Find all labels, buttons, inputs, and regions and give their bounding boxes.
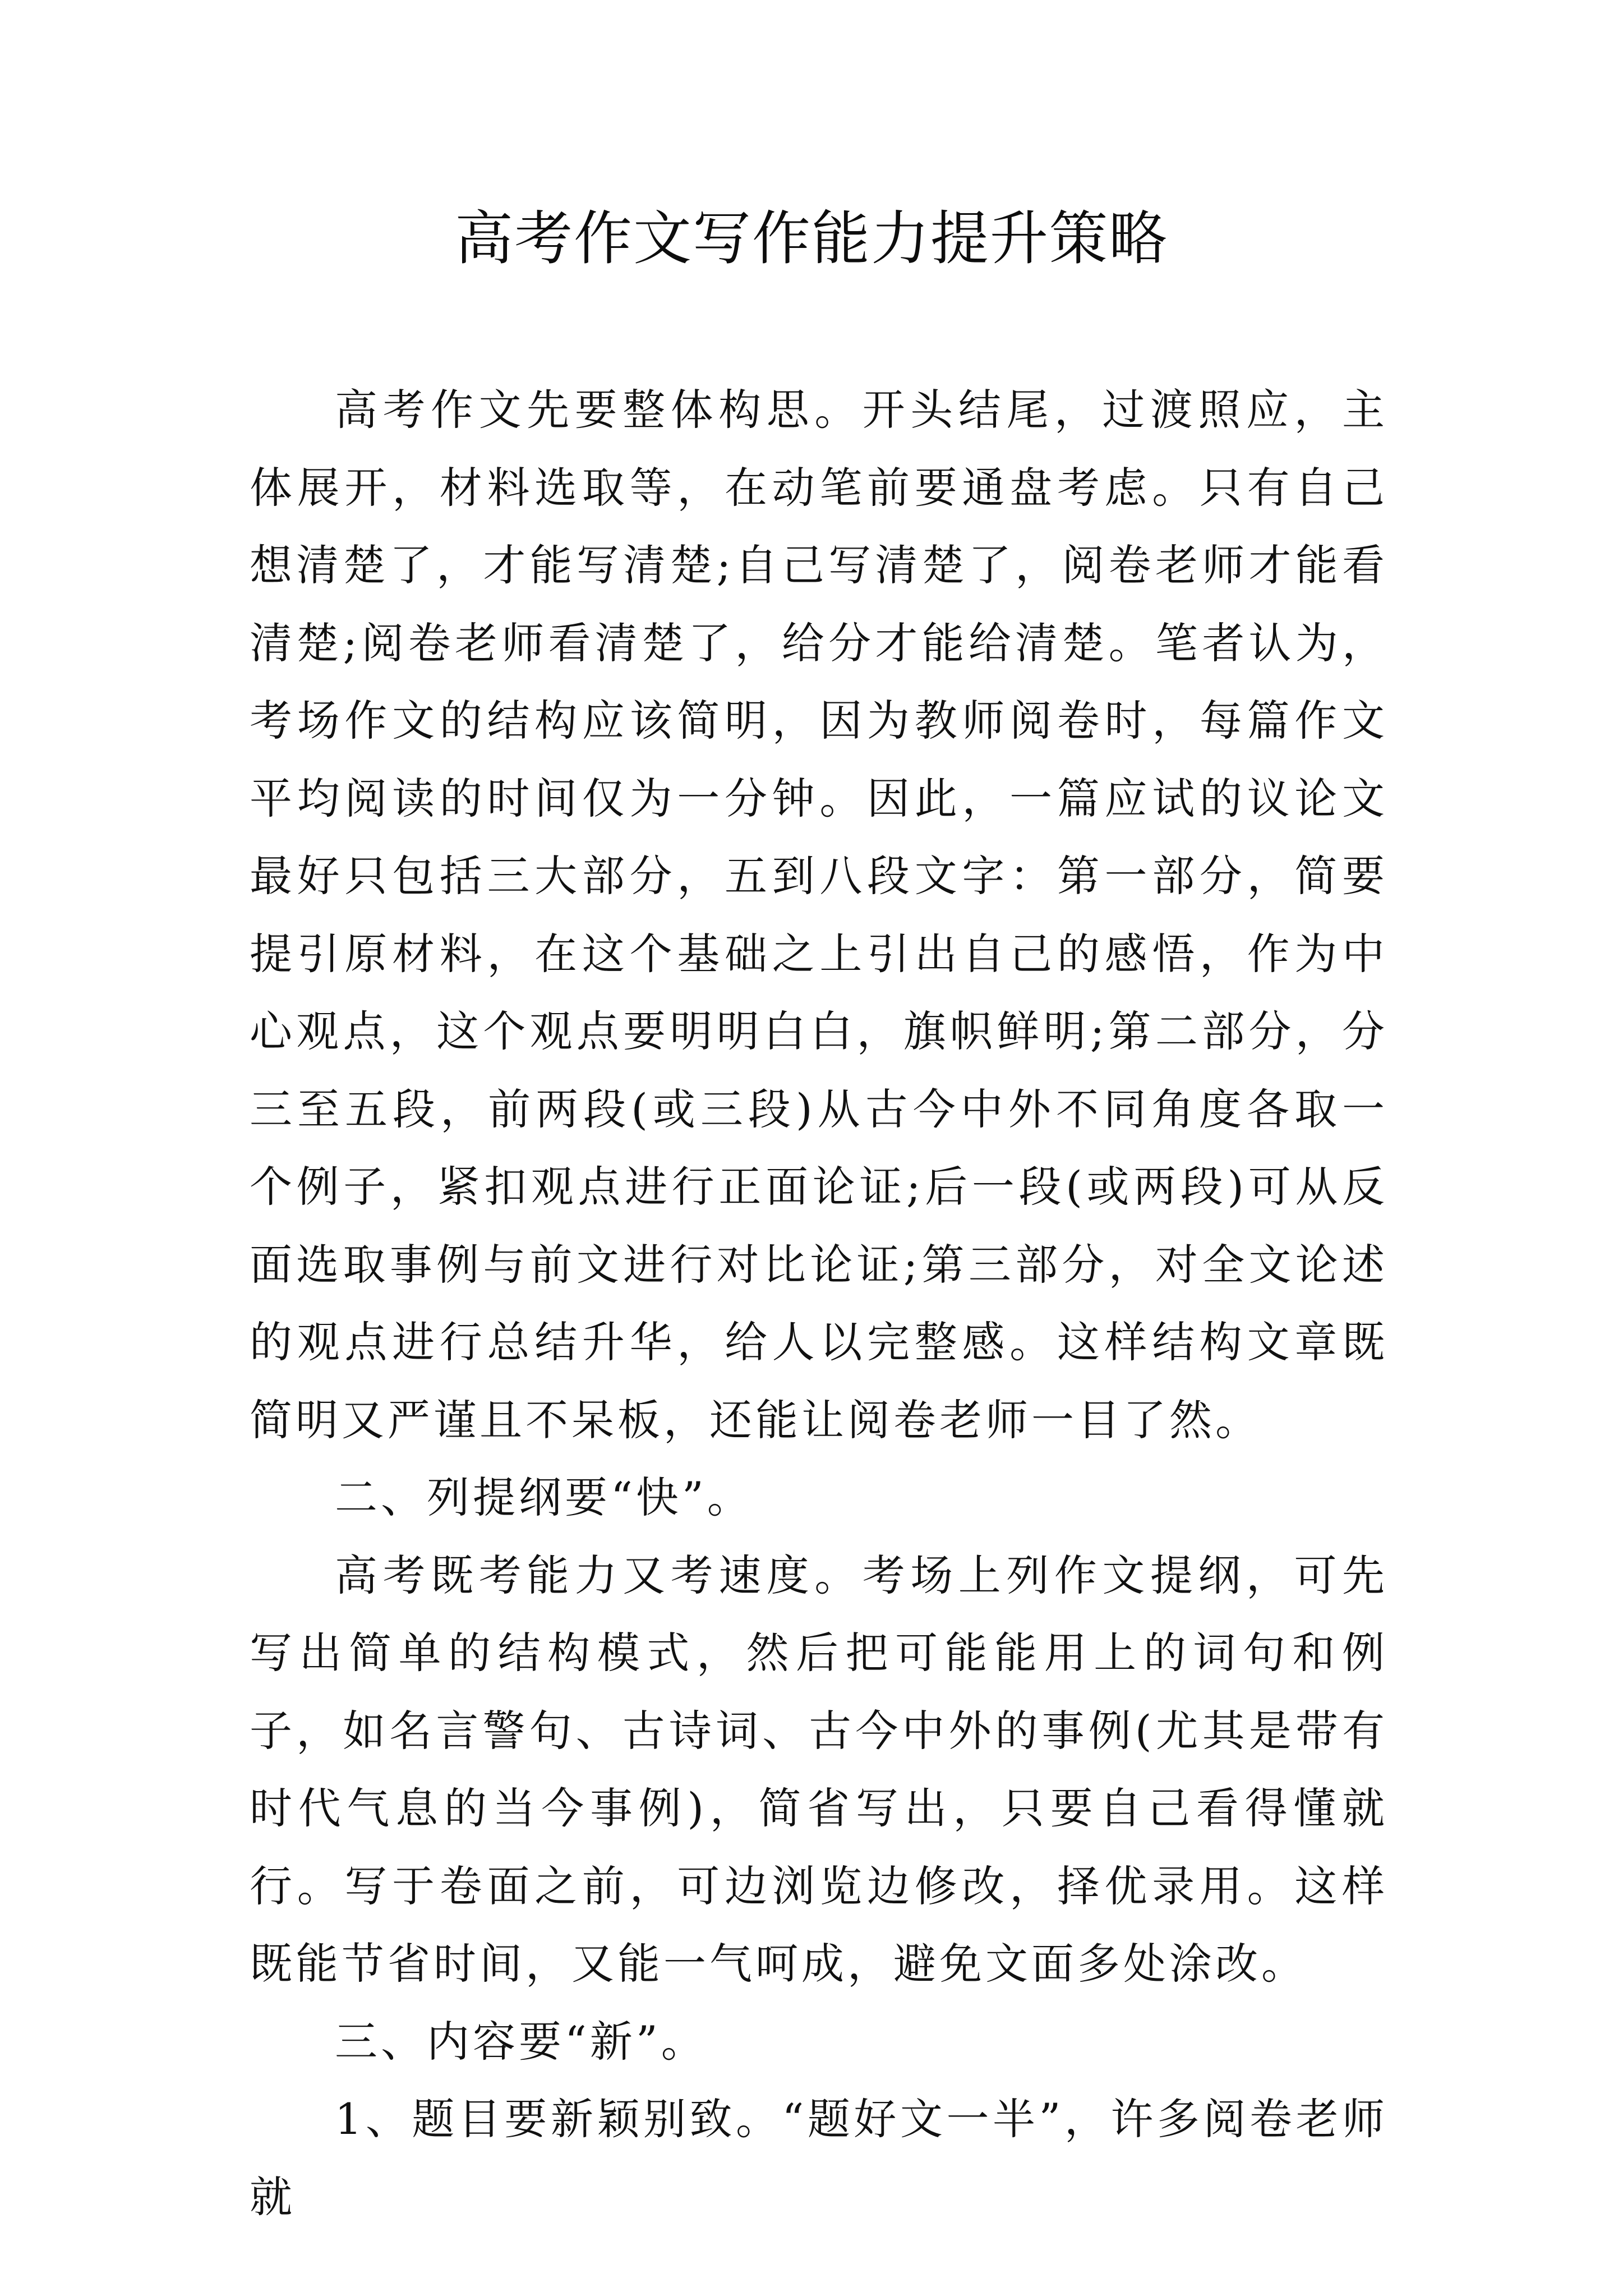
document-title: 高考作文写作能力提升策略 bbox=[454, 204, 1168, 273]
heading-content-new: 三、内容要“新”。 bbox=[335, 2016, 707, 2067]
heading-outline-fast: 二、列提纲要“快”。 bbox=[335, 1473, 753, 1522]
paragraph-outline: 高考既考能力又考速度。考场上列作文提纲，可先写出简单的结构模式，然后把可能能用上的词句和例子，如名言警句、古诗词、古今中外的事例(尤其是带有时代气息的当今事例)，简省写出，只要自己看得懂就行。写于卷面之前，可边浏览边修改，择优录用。这样既能节省时间，又能一气呵成，避免文面多处涂改。 bbox=[250, 1550, 1388, 1989]
paragraph-structure: 高考作文先要整体构思。开头结尾，过渡照应，主体展开，材料选取等，在动笔前要通盘考虑。只有自己想清楚了，才能写清楚;自己写清楚了，阅卷老师才能看清楚;阅卷老师看清楚了，给分才能给清楚。笔者认为，考场作文的结构应该简明，因为教师阅卷时，每篇作文平均阅读的时间仅为一分钟。因此，一篇应试的议论文最好只包括三大部分，五到八段文字：第一部分，简要提引原材料，在这个基础之上引出自己的感悟，作为中心观点，这个观点要明明白白，旗帜鲜明;第二部分，分三至五段，前两段(或三段)从古今中外不同角度各取一个例子，紧扣观点进行正面论证;后一段(或两段)可从反面选取事例与前文进行对比论证;第三部分，对全文论述的观点进行总结升华，给人以完整感。这样结构文章既简明又严谨且不呆板，还能让阅卷老师一目了然。 bbox=[250, 385, 1388, 1445]
paragraph-title-novel: 1、题目要新颖别致。“题好文一半”，许多阅卷老师就 bbox=[250, 2094, 1388, 2222]
document-body bbox=[250, 371, 1388, 2236]
